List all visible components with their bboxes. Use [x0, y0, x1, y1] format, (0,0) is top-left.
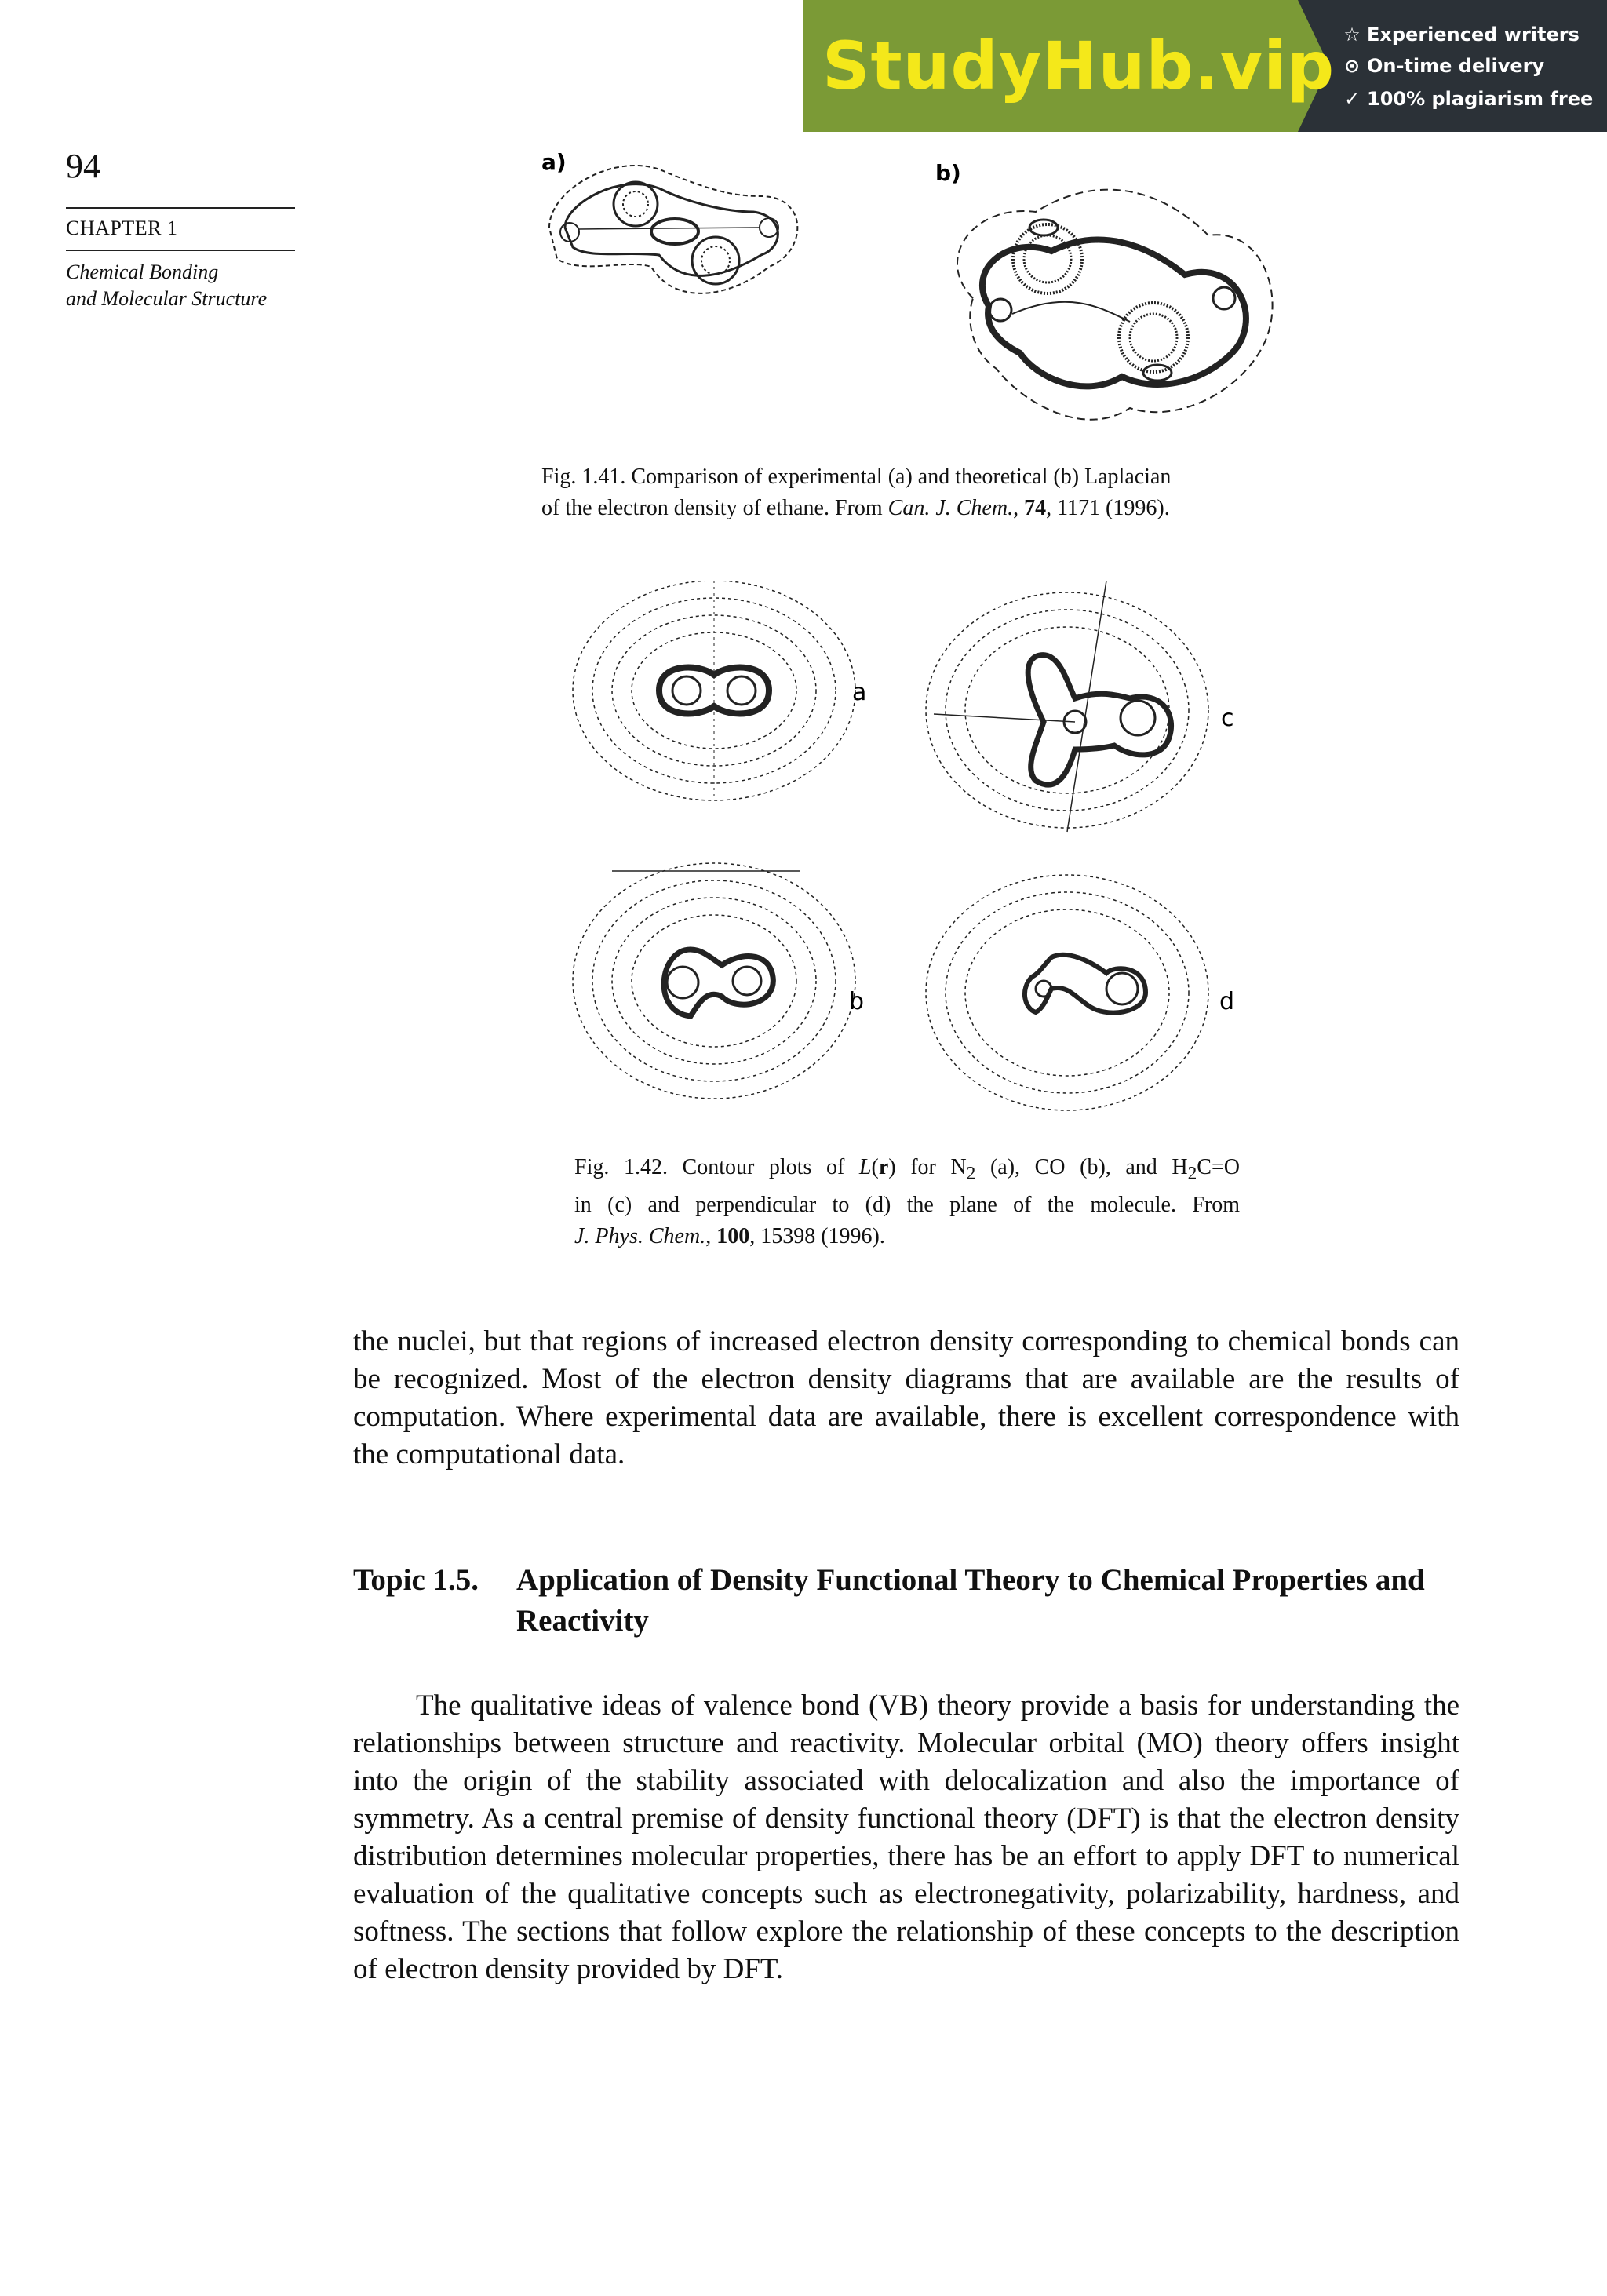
fig142-panel-label-a: a — [852, 679, 867, 706]
fig142-caption-line2: in (c) and perpendicular to (d) the plane of the molecule. From — [574, 1192, 1240, 1217]
fig142-caption-text: for N — [895, 1155, 967, 1179]
fig142-panel-d — [926, 875, 1208, 1110]
fig141-caption-text: of the electron density of ethane. From — [541, 496, 888, 520]
banner-feature-delivery — [1342, 50, 1544, 82]
fig142-panel-label-d: d — [1219, 988, 1235, 1015]
ad-banner[interactable] — [804, 0, 1607, 132]
body-paragraph-2: The qualitative ideas of valence bond (VB) theory provide a basis for understanding the relationships between structure and reactivity. Molecular orbital (MO) theory offers insight into the origin of the stability associated with delocalization and also the importance of symmetry. As a central premise of density functional theory (DFT) is that the electron density distribution determines molecular properties, there has be an effort to apply DFT to numerical evaluation of the qualitative concepts such as electronegativity, polarizability, hardness, and softness. The sections that follow explore the relationship of these concepts to the description of electron density provided by DFT. — [353, 1689, 1459, 1985]
topic-title: Application of Density Functional Theory to Chemical Properties and Reactivity — [516, 1563, 1425, 1638]
margin-rule-top — [66, 207, 295, 209]
chapter-label: CHAPTER 1 — [66, 217, 178, 239]
fig142-volume: 100 — [716, 1223, 750, 1248]
fig142-caption — [574, 1152, 1240, 1252]
fig142-pages: , 15398 (1996). — [749, 1223, 885, 1248]
fig141-contour-b — [957, 190, 1273, 420]
fig142-panel-b — [573, 863, 855, 1099]
margin-rule-bottom — [66, 250, 295, 251]
fig141-panel-label-b: b) — [935, 160, 961, 186]
figure-1-42 — [565, 581, 1271, 1130]
banner-feature-label: Experienced writers — [1367, 24, 1580, 46]
fig142-subscript: 2 — [1187, 1163, 1197, 1184]
star-icon: ☆ — [1343, 24, 1361, 46]
fig142-journal: J. Phys. Chem. — [574, 1223, 706, 1248]
fig142-caption-text: Fig. 1.42. Contour plots of — [574, 1155, 859, 1179]
fig142-panel-label-b: b — [849, 988, 865, 1015]
fig142-panel-c — [926, 581, 1208, 832]
fig141-volume: 74 — [1024, 496, 1047, 520]
body-paragraph-1: the nuclei, but that regions of increased electron density corresponding to chemical bonds can be recognized. Most of the electron density diagrams that are available are the results of computation. Where experimental data are available, there is excellent correspondence with the computational data. — [353, 1325, 1459, 1471]
fig142-caption-line1: Fig. 1.42. Contour plots of L(r) for $N_2$ (a), CO (b), and $H_2C=O$ — [574, 1155, 1240, 1184]
banner-feature-label: 100% plagiarism free — [1367, 88, 1594, 110]
banner-feature-label: On-time delivery — [1367, 55, 1545, 77]
chapter-subtitle-line: Chemical Bonding — [66, 261, 219, 283]
topic-number: Topic 1.5. — [353, 1563, 479, 1597]
fig142-caption-line3: J. Phys. Chem., 100, 15398 (1996). — [574, 1223, 885, 1248]
fig141-caption — [541, 461, 1326, 524]
page-number: 94 — [66, 147, 100, 185]
figure-1-41 — [534, 141, 1287, 439]
fig141-caption-line1: Fig. 1.41. Comparison of experimental (a) and theoretical (b) Laplacian — [541, 465, 1172, 489]
fig142-panel-a — [573, 581, 855, 800]
fig141-pages: , 1171 (1996). — [1046, 496, 1170, 520]
fig142-subscript: 2 — [966, 1163, 976, 1184]
fig141-panel-label-a: a) — [541, 149, 567, 175]
fig141-contour-a — [549, 166, 797, 293]
banner-feature-plagiarism — [1342, 83, 1593, 115]
chapter-subtitle-line: and Molecular Structure — [66, 287, 268, 310]
fig141-caption-line2: of the electron density of ethane. From Can. J. Chem., 74, 1171 (1996). — [541, 496, 1170, 520]
fig141-journal: Can. J. Chem. — [887, 496, 1014, 520]
banner-feature-writers — [1342, 19, 1580, 50]
fig142-L: L — [858, 1155, 872, 1179]
fig142-r: r — [878, 1155, 889, 1179]
chapter-subtitle — [66, 259, 267, 312]
fig142-panel-label-c: c — [1221, 705, 1234, 732]
clock-icon: ⊙ — [1343, 55, 1361, 77]
studyhub-logo[interactable]: StudyHub.vip — [822, 27, 1336, 104]
fig142-caption-text: (a), CO (b), and H — [975, 1155, 1188, 1179]
fig142-caption-text: C=O — [1197, 1155, 1240, 1179]
shield-check-icon: ✓ — [1343, 88, 1361, 110]
